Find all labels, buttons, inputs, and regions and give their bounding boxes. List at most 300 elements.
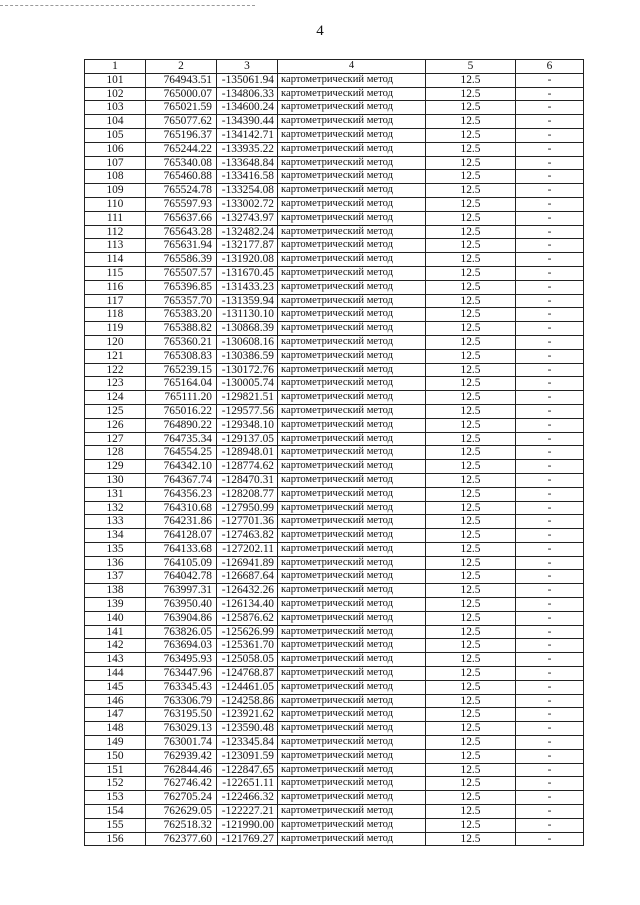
- table-row: [85, 570, 584, 584]
- x-coordinate-cell: 764105.09: [146, 556, 217, 570]
- accuracy-cell: 12.5: [426, 446, 516, 460]
- point-number-cell: 118: [85, 308, 146, 322]
- accuracy-cell: 12.5: [426, 473, 516, 487]
- point-number-cell: 125: [85, 404, 146, 418]
- point-number-cell: 107: [85, 156, 146, 170]
- note-cell: -: [516, 584, 584, 598]
- point-number-cell: 136: [85, 556, 146, 570]
- header-cell: 4: [278, 60, 426, 74]
- method-cell: картометрический метод: [278, 639, 426, 653]
- point-number-cell: 143: [85, 653, 146, 667]
- point-number-cell: 144: [85, 667, 146, 681]
- point-number-cell: 124: [85, 391, 146, 405]
- table-header-row: [85, 60, 584, 74]
- note-cell: -: [516, 142, 584, 156]
- y-coordinate-cell: -125626.99: [217, 625, 278, 639]
- note-cell: -: [516, 832, 584, 846]
- method-cell: картометрический метод: [278, 197, 426, 211]
- y-coordinate-cell: -128470.31: [217, 473, 278, 487]
- method-cell: картометрический метод: [278, 749, 426, 763]
- accuracy-cell: 12.5: [426, 736, 516, 750]
- note-cell: -: [516, 805, 584, 819]
- note-cell: -: [516, 763, 584, 777]
- coordinates-table: [84, 59, 584, 846]
- table-row: [85, 653, 584, 667]
- note-cell: -: [516, 349, 584, 363]
- y-coordinate-cell: -133648.84: [217, 156, 278, 170]
- method-cell: картометрический метод: [278, 432, 426, 446]
- note-cell: -: [516, 363, 584, 377]
- method-cell: картометрический метод: [278, 308, 426, 322]
- method-cell: картометрический метод: [278, 556, 426, 570]
- point-number-cell: 151: [85, 763, 146, 777]
- y-coordinate-cell: -130172.76: [217, 363, 278, 377]
- accuracy-cell: 12.5: [426, 529, 516, 543]
- note-cell: -: [516, 280, 584, 294]
- table-row: [85, 170, 584, 184]
- y-coordinate-cell: -131433.23: [217, 280, 278, 294]
- point-number-cell: 141: [85, 625, 146, 639]
- x-coordinate-cell: 763447.96: [146, 667, 217, 681]
- method-cell: картометрический метод: [278, 170, 426, 184]
- point-number-cell: 117: [85, 294, 146, 308]
- method-cell: картометрический метод: [278, 446, 426, 460]
- table-row: [85, 225, 584, 239]
- header-cell: 1: [85, 60, 146, 74]
- method-cell: картометрический метод: [278, 115, 426, 129]
- y-coordinate-cell: -123091.59: [217, 749, 278, 763]
- y-coordinate-cell: -132743.97: [217, 211, 278, 225]
- point-number-cell: 132: [85, 501, 146, 515]
- point-number-cell: 156: [85, 832, 146, 846]
- note-cell: -: [516, 239, 584, 253]
- x-coordinate-cell: 763306.79: [146, 694, 217, 708]
- note-cell: -: [516, 225, 584, 239]
- table-row: [85, 294, 584, 308]
- point-number-cell: 110: [85, 197, 146, 211]
- table-row: [85, 239, 584, 253]
- note-cell: -: [516, 211, 584, 225]
- note-cell: -: [516, 667, 584, 681]
- y-coordinate-cell: -123590.48: [217, 722, 278, 736]
- table-row: [85, 625, 584, 639]
- method-cell: картометрический метод: [278, 694, 426, 708]
- table-row: [85, 529, 584, 543]
- y-coordinate-cell: -124768.87: [217, 667, 278, 681]
- note-cell: -: [516, 708, 584, 722]
- x-coordinate-cell: 762518.32: [146, 818, 217, 832]
- accuracy-cell: 12.5: [426, 266, 516, 280]
- y-coordinate-cell: -127950.99: [217, 501, 278, 515]
- accuracy-cell: 12.5: [426, 294, 516, 308]
- accuracy-cell: 12.5: [426, 156, 516, 170]
- table-row: [85, 667, 584, 681]
- note-cell: -: [516, 418, 584, 432]
- method-cell: картометрический метод: [278, 598, 426, 612]
- y-coordinate-cell: -132177.87: [217, 239, 278, 253]
- method-cell: картометрический метод: [278, 611, 426, 625]
- point-number-cell: 122: [85, 363, 146, 377]
- y-coordinate-cell: -121990.00: [217, 818, 278, 832]
- point-number-cell: 105: [85, 128, 146, 142]
- method-cell: картометрический метод: [278, 473, 426, 487]
- accuracy-cell: 12.5: [426, 308, 516, 322]
- point-number-cell: 152: [85, 777, 146, 791]
- table-row: [85, 363, 584, 377]
- method-cell: картометрический метод: [278, 87, 426, 101]
- x-coordinate-cell: 765383.20: [146, 308, 217, 322]
- method-cell: картометрический метод: [278, 777, 426, 791]
- note-cell: -: [516, 749, 584, 763]
- accuracy-cell: 12.5: [426, 487, 516, 501]
- accuracy-cell: 12.5: [426, 680, 516, 694]
- y-coordinate-cell: -129821.51: [217, 391, 278, 405]
- x-coordinate-cell: 765164.04: [146, 377, 217, 391]
- x-coordinate-cell: 764231.86: [146, 515, 217, 529]
- note-cell: -: [516, 87, 584, 101]
- note-cell: -: [516, 556, 584, 570]
- method-cell: картометрический метод: [278, 156, 426, 170]
- y-coordinate-cell: -126432.26: [217, 584, 278, 598]
- point-number-cell: 148: [85, 722, 146, 736]
- accuracy-cell: 12.5: [426, 363, 516, 377]
- table-row: [85, 128, 584, 142]
- point-number-cell: 115: [85, 266, 146, 280]
- table-row: [85, 101, 584, 115]
- accuracy-cell: 12.5: [426, 653, 516, 667]
- y-coordinate-cell: -134806.33: [217, 87, 278, 101]
- method-cell: картометрический метод: [278, 501, 426, 515]
- table-row: [85, 156, 584, 170]
- accuracy-cell: 12.5: [426, 556, 516, 570]
- point-number-cell: 138: [85, 584, 146, 598]
- x-coordinate-cell: 762629.05: [146, 805, 217, 819]
- y-coordinate-cell: -134390.44: [217, 115, 278, 129]
- point-number-cell: 130: [85, 473, 146, 487]
- table-row: [85, 749, 584, 763]
- point-number-cell: 112: [85, 225, 146, 239]
- accuracy-cell: 12.5: [426, 598, 516, 612]
- x-coordinate-cell: 765524.78: [146, 184, 217, 198]
- y-coordinate-cell: -127463.82: [217, 529, 278, 543]
- note-cell: -: [516, 170, 584, 184]
- accuracy-cell: 12.5: [426, 708, 516, 722]
- note-cell: -: [516, 722, 584, 736]
- accuracy-cell: 12.5: [426, 667, 516, 681]
- note-cell: -: [516, 322, 584, 336]
- method-cell: картометрический метод: [278, 653, 426, 667]
- y-coordinate-cell: -121769.27: [217, 832, 278, 846]
- note-cell: -: [516, 487, 584, 501]
- accuracy-cell: 12.5: [426, 253, 516, 267]
- x-coordinate-cell: 765360.21: [146, 335, 217, 349]
- table-row: [85, 584, 584, 598]
- table-row: [85, 391, 584, 405]
- x-coordinate-cell: 763345.43: [146, 680, 217, 694]
- x-coordinate-cell: 763826.05: [146, 625, 217, 639]
- note-cell: -: [516, 156, 584, 170]
- note-cell: -: [516, 115, 584, 129]
- note-cell: -: [516, 391, 584, 405]
- point-number-cell: 149: [85, 736, 146, 750]
- accuracy-cell: 12.5: [426, 170, 516, 184]
- accuracy-cell: 12.5: [426, 197, 516, 211]
- y-coordinate-cell: -131359.94: [217, 294, 278, 308]
- x-coordinate-cell: 765643.28: [146, 225, 217, 239]
- note-cell: -: [516, 404, 584, 418]
- method-cell: картометрический метод: [278, 542, 426, 556]
- table-row: [85, 432, 584, 446]
- table-row: [85, 460, 584, 474]
- x-coordinate-cell: 764133.68: [146, 542, 217, 556]
- table-row: [85, 611, 584, 625]
- point-number-cell: 131: [85, 487, 146, 501]
- accuracy-cell: 12.5: [426, 377, 516, 391]
- accuracy-cell: 12.5: [426, 639, 516, 653]
- x-coordinate-cell: 765111.20: [146, 391, 217, 405]
- point-number-cell: 108: [85, 170, 146, 184]
- table-row: [85, 722, 584, 736]
- x-coordinate-cell: 763997.31: [146, 584, 217, 598]
- x-coordinate-cell: 763029.13: [146, 722, 217, 736]
- method-cell: картометрический метод: [278, 128, 426, 142]
- y-coordinate-cell: -124461.05: [217, 680, 278, 694]
- y-coordinate-cell: -127701.36: [217, 515, 278, 529]
- x-coordinate-cell: 765308.83: [146, 349, 217, 363]
- accuracy-cell: 12.5: [426, 818, 516, 832]
- accuracy-cell: 12.5: [426, 694, 516, 708]
- accuracy-cell: 12.5: [426, 349, 516, 363]
- table-row: [85, 515, 584, 529]
- top-edge-line: [0, 5, 255, 6]
- y-coordinate-cell: -129137.05: [217, 432, 278, 446]
- table-row: [85, 73, 584, 87]
- x-coordinate-cell: 764342.10: [146, 460, 217, 474]
- table-row: [85, 377, 584, 391]
- x-coordinate-cell: 764943.51: [146, 73, 217, 87]
- point-number-cell: 150: [85, 749, 146, 763]
- table-row: [85, 542, 584, 556]
- point-number-cell: 104: [85, 115, 146, 129]
- x-coordinate-cell: 763001.74: [146, 736, 217, 750]
- accuracy-cell: 12.5: [426, 87, 516, 101]
- accuracy-cell: 12.5: [426, 749, 516, 763]
- method-cell: картометрический метод: [278, 791, 426, 805]
- y-coordinate-cell: -134600.24: [217, 101, 278, 115]
- table-row: [85, 404, 584, 418]
- x-coordinate-cell: 765631.94: [146, 239, 217, 253]
- table-row: [85, 680, 584, 694]
- table-row: [85, 335, 584, 349]
- note-cell: -: [516, 197, 584, 211]
- method-cell: картометрический метод: [278, 404, 426, 418]
- x-coordinate-cell: 764890.22: [146, 418, 217, 432]
- point-number-cell: 129: [85, 460, 146, 474]
- table-row: [85, 501, 584, 515]
- y-coordinate-cell: -133254.08: [217, 184, 278, 198]
- method-cell: картометрический метод: [278, 805, 426, 819]
- point-number-cell: 128: [85, 446, 146, 460]
- point-number-cell: 147: [85, 708, 146, 722]
- x-coordinate-cell: 764735.34: [146, 432, 217, 446]
- method-cell: картометрический метод: [278, 418, 426, 432]
- table-row: [85, 598, 584, 612]
- method-cell: картометрический метод: [278, 832, 426, 846]
- accuracy-cell: 12.5: [426, 570, 516, 584]
- method-cell: картометрический метод: [278, 487, 426, 501]
- note-cell: -: [516, 529, 584, 543]
- x-coordinate-cell: 763195.50: [146, 708, 217, 722]
- y-coordinate-cell: -124258.86: [217, 694, 278, 708]
- method-cell: картометрический метод: [278, 625, 426, 639]
- table-row: [85, 418, 584, 432]
- y-coordinate-cell: -128948.01: [217, 446, 278, 460]
- accuracy-cell: 12.5: [426, 184, 516, 198]
- x-coordinate-cell: 765637.66: [146, 211, 217, 225]
- point-number-cell: 134: [85, 529, 146, 543]
- table-row: [85, 280, 584, 294]
- table-row: [85, 556, 584, 570]
- accuracy-cell: 12.5: [426, 128, 516, 142]
- accuracy-cell: 12.5: [426, 73, 516, 87]
- accuracy-cell: 12.5: [426, 805, 516, 819]
- y-coordinate-cell: -128208.77: [217, 487, 278, 501]
- y-coordinate-cell: -134142.71: [217, 128, 278, 142]
- note-cell: -: [516, 101, 584, 115]
- x-coordinate-cell: 765460.88: [146, 170, 217, 184]
- accuracy-cell: 12.5: [426, 832, 516, 846]
- table-row: [85, 832, 584, 846]
- x-coordinate-cell: 762705.24: [146, 791, 217, 805]
- x-coordinate-cell: 762844.46: [146, 763, 217, 777]
- method-cell: картометрический метод: [278, 363, 426, 377]
- y-coordinate-cell: -122651.11: [217, 777, 278, 791]
- x-coordinate-cell: 764310.68: [146, 501, 217, 515]
- accuracy-cell: 12.5: [426, 625, 516, 639]
- point-number-cell: 133: [85, 515, 146, 529]
- note-cell: -: [516, 515, 584, 529]
- point-number-cell: 126: [85, 418, 146, 432]
- accuracy-cell: 12.5: [426, 791, 516, 805]
- table-row: [85, 349, 584, 363]
- method-cell: картометрический метод: [278, 142, 426, 156]
- table-row: [85, 266, 584, 280]
- note-cell: -: [516, 432, 584, 446]
- x-coordinate-cell: 765340.08: [146, 156, 217, 170]
- note-cell: -: [516, 446, 584, 460]
- table-row: [85, 487, 584, 501]
- y-coordinate-cell: -122227.21: [217, 805, 278, 819]
- accuracy-cell: 12.5: [426, 460, 516, 474]
- method-cell: картометрический метод: [278, 529, 426, 543]
- method-cell: картометрический метод: [278, 570, 426, 584]
- note-cell: -: [516, 542, 584, 556]
- note-cell: -: [516, 791, 584, 805]
- method-cell: картометрический метод: [278, 667, 426, 681]
- point-number-cell: 127: [85, 432, 146, 446]
- table-row: [85, 253, 584, 267]
- accuracy-cell: 12.5: [426, 101, 516, 115]
- point-number-cell: 102: [85, 87, 146, 101]
- method-cell: картометрический метод: [278, 184, 426, 198]
- y-coordinate-cell: -129348.10: [217, 418, 278, 432]
- accuracy-cell: 12.5: [426, 239, 516, 253]
- y-coordinate-cell: -128774.62: [217, 460, 278, 474]
- point-number-cell: 106: [85, 142, 146, 156]
- x-coordinate-cell: 763694.03: [146, 639, 217, 653]
- x-coordinate-cell: 765244.22: [146, 142, 217, 156]
- y-coordinate-cell: -130386.59: [217, 349, 278, 363]
- note-cell: -: [516, 611, 584, 625]
- y-coordinate-cell: -125361.70: [217, 639, 278, 653]
- accuracy-cell: 12.5: [426, 335, 516, 349]
- accuracy-cell: 12.5: [426, 418, 516, 432]
- point-number-cell: 116: [85, 280, 146, 294]
- x-coordinate-cell: 762939.42: [146, 749, 217, 763]
- note-cell: -: [516, 128, 584, 142]
- point-number-cell: 119: [85, 322, 146, 336]
- y-coordinate-cell: -122466.32: [217, 791, 278, 805]
- y-coordinate-cell: -126941.89: [217, 556, 278, 570]
- method-cell: картометрический метод: [278, 763, 426, 777]
- y-coordinate-cell: -130005.74: [217, 377, 278, 391]
- table-row: [85, 115, 584, 129]
- note-cell: -: [516, 73, 584, 87]
- note-cell: -: [516, 184, 584, 198]
- y-coordinate-cell: -125058.05: [217, 653, 278, 667]
- y-coordinate-cell: -125876.62: [217, 611, 278, 625]
- method-cell: картометрический метод: [278, 266, 426, 280]
- method-cell: картометрический метод: [278, 377, 426, 391]
- note-cell: -: [516, 473, 584, 487]
- point-number-cell: 146: [85, 694, 146, 708]
- note-cell: -: [516, 625, 584, 639]
- point-number-cell: 121: [85, 349, 146, 363]
- point-number-cell: 154: [85, 805, 146, 819]
- method-cell: картометрический метод: [278, 335, 426, 349]
- x-coordinate-cell: 764042.78: [146, 570, 217, 584]
- header-cell: 5: [426, 60, 516, 74]
- x-coordinate-cell: 765000.07: [146, 87, 217, 101]
- accuracy-cell: 12.5: [426, 611, 516, 625]
- point-number-cell: 153: [85, 791, 146, 805]
- x-coordinate-cell: 764356.23: [146, 487, 217, 501]
- y-coordinate-cell: -133935.22: [217, 142, 278, 156]
- method-cell: картометрический метод: [278, 680, 426, 694]
- point-number-cell: 109: [85, 184, 146, 198]
- y-coordinate-cell: -135061.94: [217, 73, 278, 87]
- point-number-cell: 135: [85, 542, 146, 556]
- table-row: [85, 473, 584, 487]
- note-cell: -: [516, 777, 584, 791]
- point-number-cell: 123: [85, 377, 146, 391]
- method-cell: картометрический метод: [278, 818, 426, 832]
- accuracy-cell: 12.5: [426, 722, 516, 736]
- point-number-cell: 155: [85, 818, 146, 832]
- method-cell: картометрический метод: [278, 708, 426, 722]
- table-row: [85, 791, 584, 805]
- note-cell: -: [516, 694, 584, 708]
- accuracy-cell: 12.5: [426, 211, 516, 225]
- method-cell: картометрический метод: [278, 391, 426, 405]
- point-number-cell: 142: [85, 639, 146, 653]
- note-cell: -: [516, 818, 584, 832]
- x-coordinate-cell: 764367.74: [146, 473, 217, 487]
- accuracy-cell: 12.5: [426, 515, 516, 529]
- table-body: [85, 73, 584, 846]
- point-number-cell: 145: [85, 680, 146, 694]
- method-cell: картометрический метод: [278, 239, 426, 253]
